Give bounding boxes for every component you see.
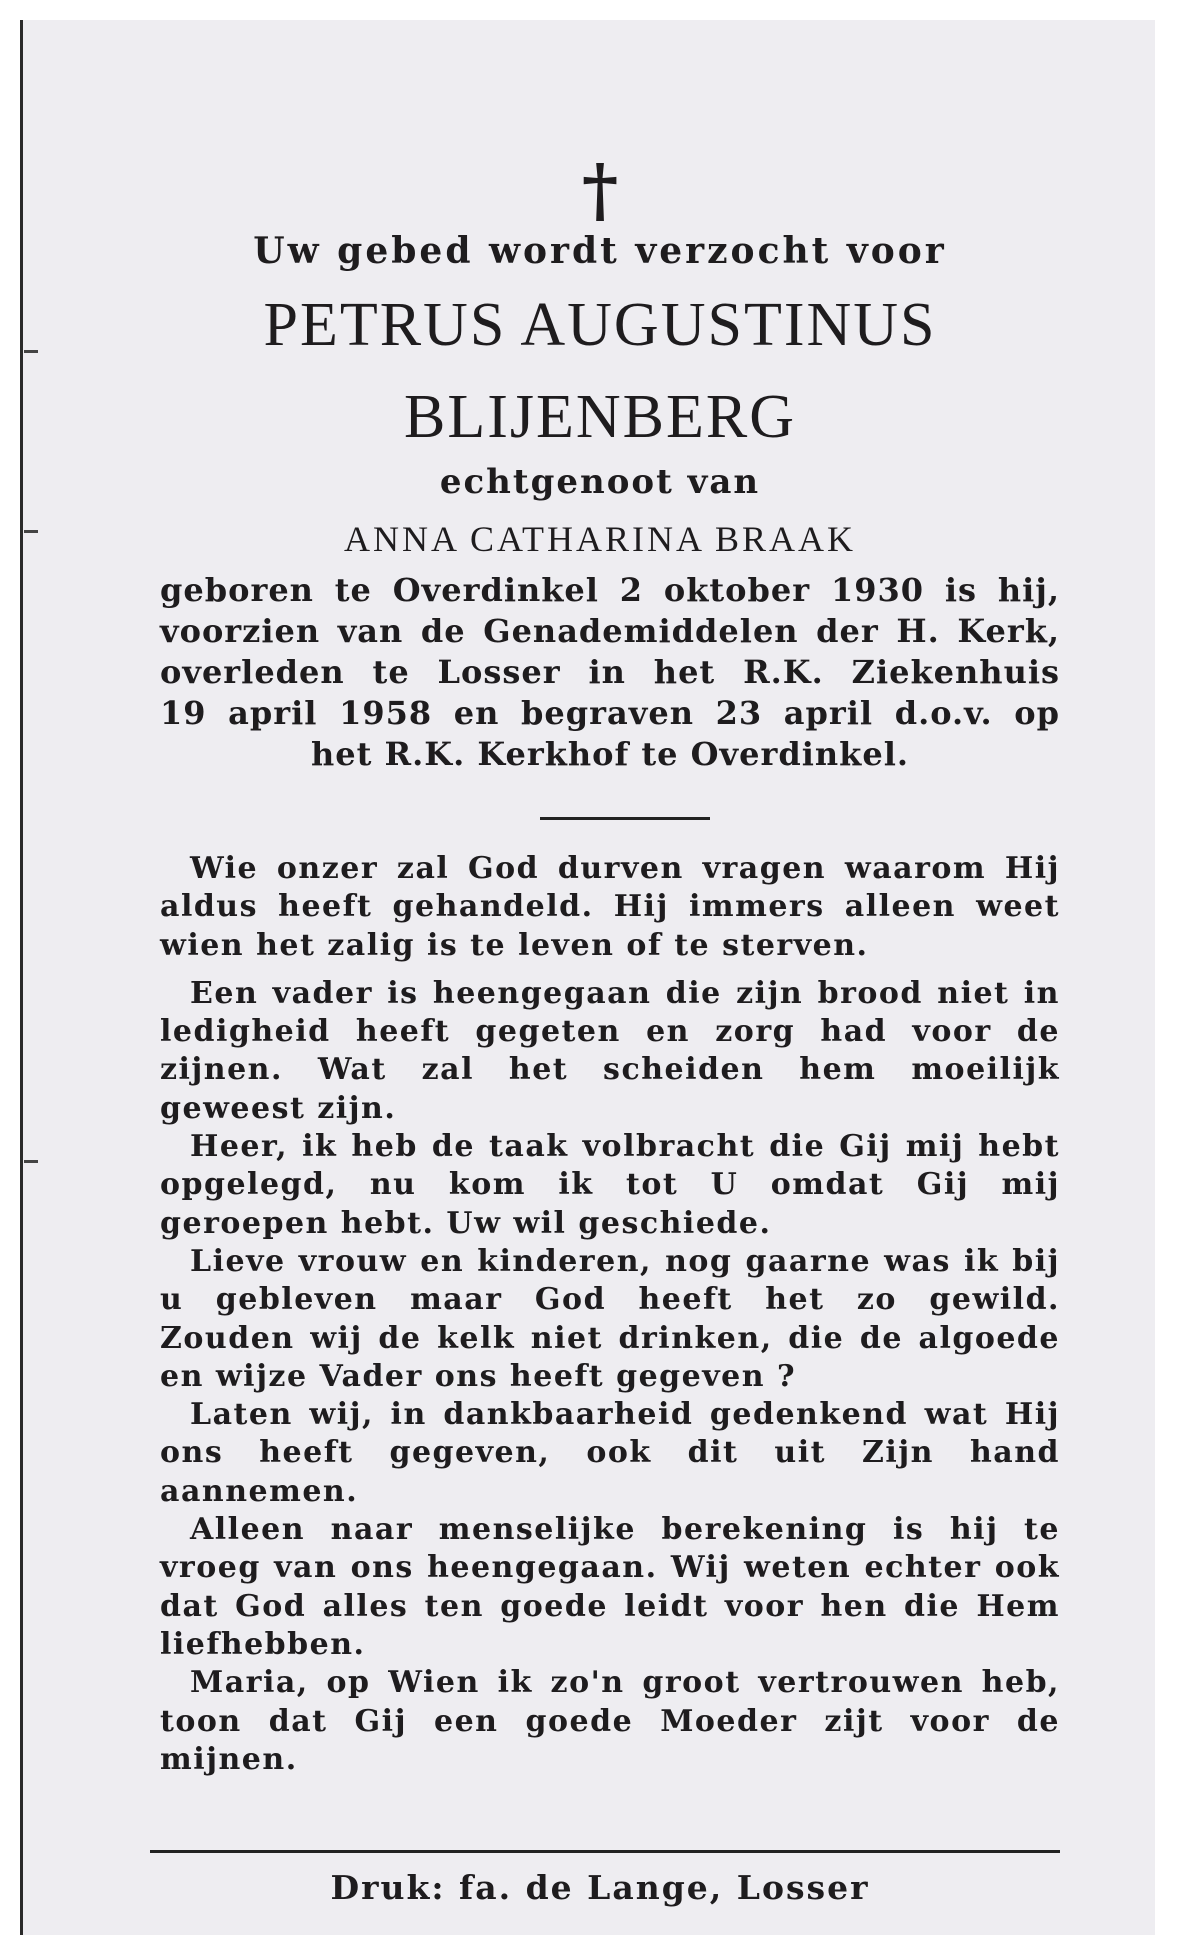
printer-credit: Druk: fa. de Lange, Losser	[330, 1868, 870, 1907]
spouse-name: ANNA CATHARINA BRAAK	[343, 519, 857, 559]
paragraph: Heer, ik heb de taak volbracht die Gij mij hebt opgelegd, nu kom ik tot U omdat Gij mij geroepen hebt. Uw wil geschiede.	[160, 1129, 1060, 1241]
deceased-name-first: PETRUS AUGUSTINUS	[263, 291, 937, 359]
bio-line: overleden te Losser in het R.K. Ziekenhuis	[160, 653, 1060, 691]
bio-line: 19 april 1958 en begraven 23 april d.o.v. op	[160, 694, 1060, 732]
paragraph: Laten wij, in dankbaarheid gedenkend wat Hij ons heeft gegeven, ook dit uit Zijn hand aannemen.	[160, 1397, 1060, 1509]
spouse-label: echtgenoot van	[439, 462, 761, 502]
cross-icon: †	[581, 148, 619, 231]
bio-line: het R.K. Kerkhof te Overdinkel.	[311, 735, 909, 773]
paragraph: Maria, op Wien ik zo'n groot vertrouwen heb, toon dat Gij een goede Moeder zijt voor de mijnen.	[160, 1665, 1060, 1777]
footer-rule	[150, 1850, 1060, 1853]
bio-line: voorzien van de Genademiddelen der H. Kerk,	[160, 612, 1060, 650]
bio-line: geboren te Overdinkel 2 oktober 1930 is hij,	[160, 571, 1060, 609]
paragraph: Lieve vrouw en kinderen, nog gaarne was ik bij u gebleven maar God heeft het zo gewild. Zouden wij de kelk niet drinken, die de algoede en wijze Vader ons heeft gegeven ?	[160, 1243, 1060, 1394]
verse-text	[160, 850, 1060, 1779]
deceased-name-last: BLIJENBERG	[404, 383, 796, 451]
paragraph: Wie onzer zal God durven vragen waarom Hij aldus heeft gehandeld. Hij immers alleen weet wien het zalig is te leven of te sterven.	[160, 851, 1060, 963]
intro-line: Uw gebed wordt verzocht voor	[253, 230, 947, 272]
separator-line	[540, 817, 710, 820]
scan-mark	[24, 1160, 38, 1163]
paragraph: Alleen naar menselijke berekening is hij te vroeg van ons heengegaan. Wij weten echter ook dat God alles ten goede leidt voor hen die Hem liefhebben.	[160, 1512, 1060, 1662]
paragraph: Een vader is heengegaan die zijn brood niet in ledigheid heeft gegeten en zorg had voor de zijnen. Wat zal het scheiden hem moeilijk geweest zijn.	[160, 975, 1060, 1126]
biography	[160, 570, 1060, 775]
